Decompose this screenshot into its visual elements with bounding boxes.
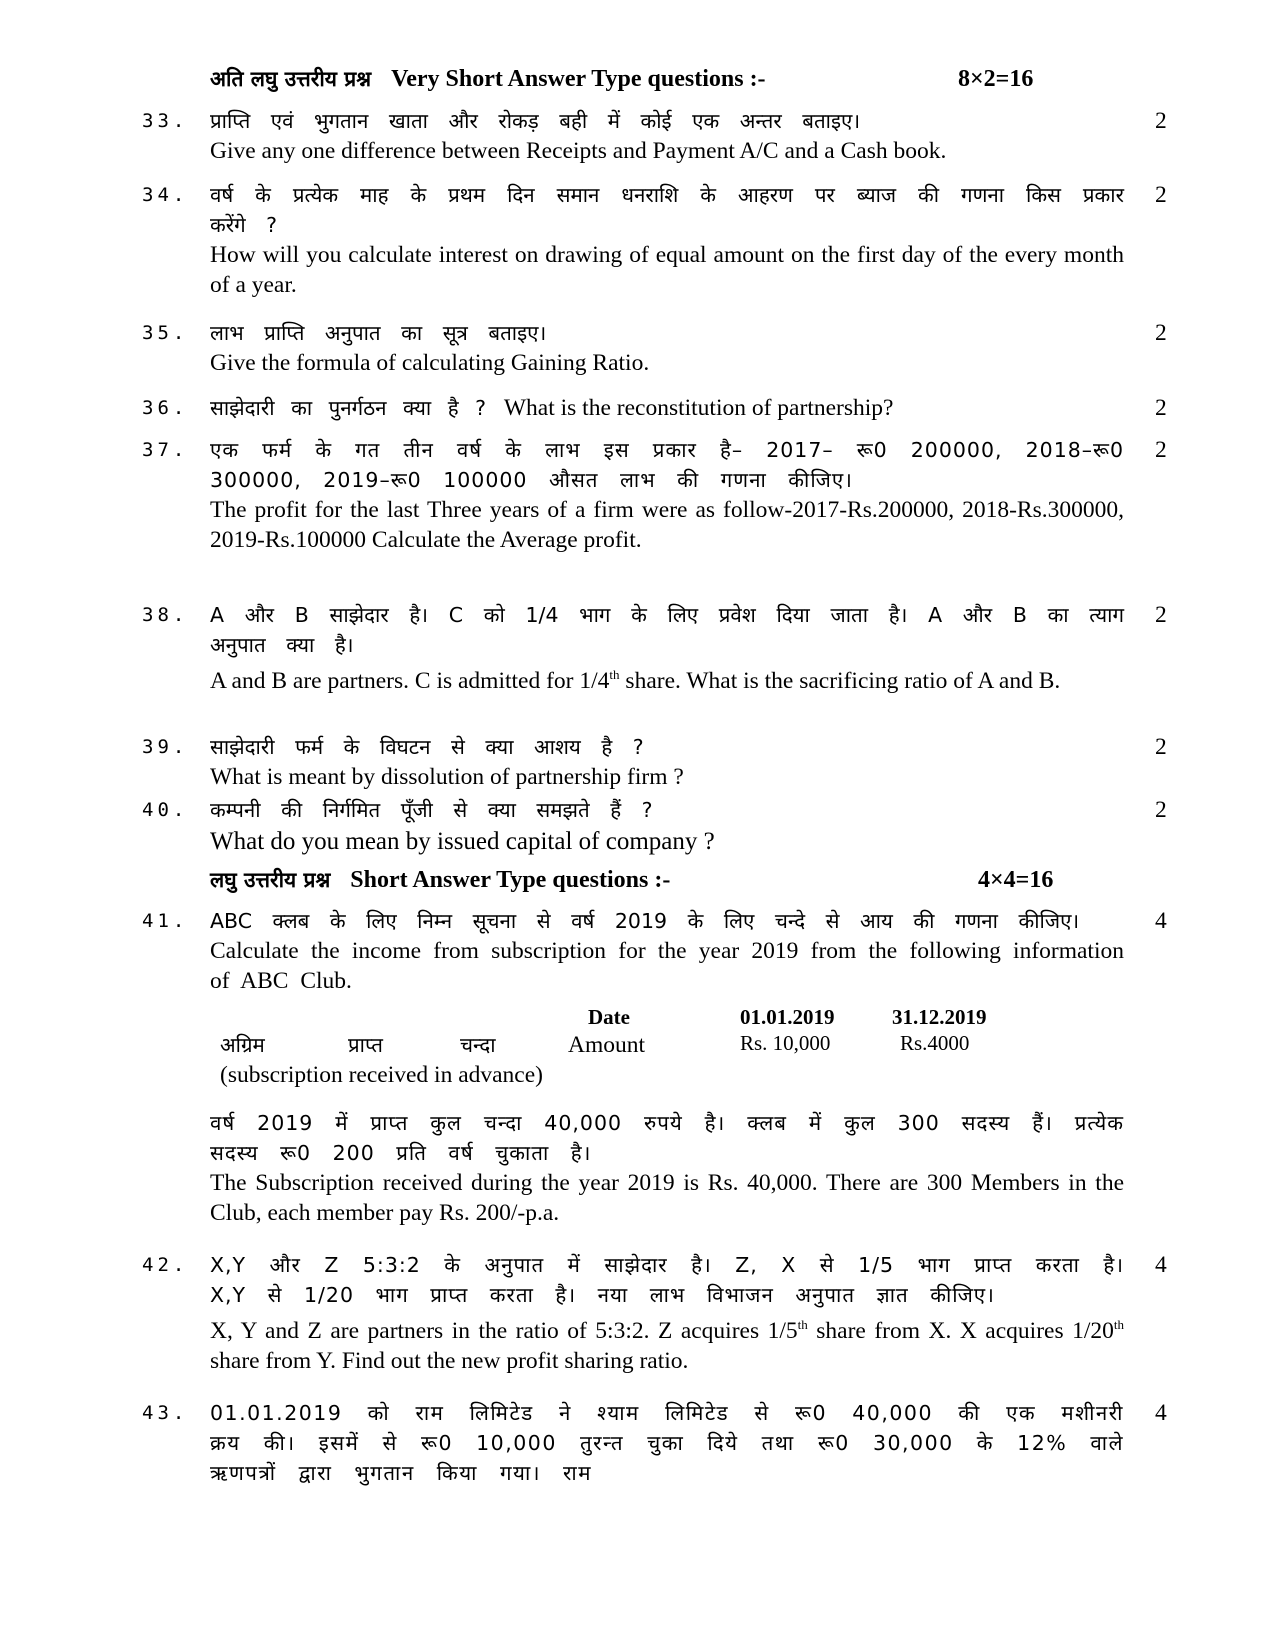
question-text-english: What do you mean by issued capital of company ?	[210, 828, 715, 855]
question-number: 35.	[142, 322, 189, 344]
question-text-english: Calculate the income from subscription for the year 2019 from the following information of ABC Club.	[210, 938, 1124, 994]
table-row-label-hindi-3: चन्दा	[460, 1033, 496, 1057]
section-heading-very-short	[210, 62, 1110, 96]
question-text-hindi: ABC क्लब के लिए निम्न सूचना से वर्ष 2019 के लिए चन्दे से आय की गणना कीजिए।	[210, 909, 1080, 933]
question-marks: 2	[1155, 108, 1167, 134]
section-marks: 4×4=16	[978, 867, 1054, 893]
question-text-english: A and B are partners. C is admitted for 1/4th share. What is the sacrificing ratio of A and B.	[210, 667, 1061, 694]
question-text-hindi: 01.01.2019 को राम लिमिटेड ने श्याम लिमिटेड से रू0 40,000 की एक मशीनरी क्रय की। इसमें से रू0 10,000 तुरन्त चुका दिये तथा रू0 30,000 के 12% वाले ऋणपत्रों द्वारा भुगतान किया गया। राम	[210, 1401, 1124, 1485]
table-header-date: Date	[588, 1005, 630, 1029]
question-marks: 2	[1155, 734, 1167, 760]
table-row-amount-label: Amount	[568, 1032, 646, 1058]
question-38	[142, 600, 1172, 696]
question-number: 37.	[142, 439, 189, 461]
question-text-hindi: प्राप्ति एवं भुगतान खाता और रोकड़ बही में कोई एक अन्तर बताइए।	[210, 109, 861, 133]
table-cell-col1: Rs. 10,000	[740, 1031, 831, 1055]
question-marks: 4	[1155, 908, 1167, 934]
question-text-hindi-2: वर्ष 2019 में प्राप्त कुल चन्दा 40,000 रुपये है। क्लब में कुल 300 सदस्य हैं। प्रत्येक सदस्य रू0 200 प्रति वर्ष चुकाता है।	[210, 1111, 1124, 1165]
section-heading-english: Very Short Answer Type questions :-	[391, 66, 766, 92]
question-marks: 4	[1155, 1252, 1167, 1278]
question-marks: 2	[1155, 395, 1167, 421]
question-text-english: X, Y and Z are partners in the ratio of 5:3:2. Z acquires 1/5th share from X. X acquires 1/20th share from Y. Find out the new profit sharing ratio.	[210, 1317, 1125, 1374]
question-text-hindi: साझेदारी फर्म के विघटन से क्या आशय है ?	[210, 735, 644, 759]
question-text-hindi: X,Y और Z 5:3:2 के अनुपात में साझेदार है। Z, X से 1/5 भाग प्राप्त करता है। X,Y से 1/20 भाग प्राप्त करता है। नया लाभ विभाजन अनुपात ज्ञात कीजिए।	[210, 1253, 1124, 1307]
table-header-col2: 31.12.2019	[892, 1005, 987, 1029]
question-number: 39.	[142, 736, 189, 758]
question-text-english-2: The Subscription received during the year 2019 is Rs. 40,000. There are 300 Members in the Club, each member pay Rs. 200/-p.a.	[210, 1170, 1124, 1226]
question-number: 33.	[142, 110, 189, 132]
table-row-label-hindi-1: अग्रिम	[220, 1033, 265, 1057]
section-heading-english: Short Answer Type questions :-	[350, 867, 671, 893]
question-marks: 2	[1155, 797, 1167, 823]
question-34	[142, 180, 1172, 300]
section-heading-hindi: अति लघु उत्तरीय प्रश्न	[210, 67, 372, 91]
question-text-hindi: वर्ष के प्रत्येक माह के प्रथम दिन समान धनराशि के आहरण पर ब्याज की गणना किस प्रकार करेंगे ?	[210, 183, 1124, 237]
section-heading-hindi: लघु उत्तरीय प्रश्न	[210, 868, 331, 892]
question-number: 43.	[142, 1402, 189, 1424]
question-number: 38.	[142, 604, 189, 626]
question-42	[142, 1250, 1172, 1376]
question-number: 34.	[142, 184, 189, 206]
question-39	[142, 732, 1172, 792]
subscription-table	[210, 1002, 1124, 1098]
question-text-hindi: लाभ प्राप्ति अनुपात का सूत्र बताइए।	[210, 321, 547, 345]
question-marks: 2	[1155, 602, 1167, 628]
question-43	[142, 1398, 1172, 1488]
section-marks: 8×2=16	[958, 66, 1034, 92]
question-number: 42.	[142, 1254, 189, 1276]
question-text-english: The profit for the last Three years of a firm were as follow-2017-Rs.200000, 2018-Rs.300000, 2019-Rs.100000 Calculate the Average profit.	[210, 497, 1124, 553]
question-text-hindi: साझेदारी का पुनर्गठन क्या है ?	[210, 396, 486, 420]
question-number: 41.	[142, 910, 189, 932]
question-33	[142, 106, 1172, 166]
question-marks: 4	[1155, 1400, 1167, 1426]
question-marks: 2	[1155, 182, 1167, 208]
question-37	[142, 435, 1172, 555]
question-40	[142, 795, 1172, 859]
question-marks: 2	[1155, 320, 1167, 346]
question-41	[142, 906, 1172, 1228]
question-text-english: What is meant by dissolution of partnership firm ?	[210, 764, 684, 790]
question-number: 40.	[142, 799, 189, 821]
question-36	[142, 393, 1172, 423]
question-text-hindi: कम्पनी की निर्गमित पूँजी से क्या समझते हैं ?	[210, 798, 653, 822]
table-row-label-english: (subscription received in advance)	[220, 1062, 543, 1088]
question-text-hindi: A और B साझेदार है। C को 1/4 भाग के लिए प्रवेश दिया जाता है। A और B का त्याग अनुपात क्या है।	[210, 603, 1124, 657]
question-text-english: Give the formula of calculating Gaining Ratio.	[210, 350, 650, 376]
question-text-english: How will you calculate interest on drawing of equal amount on the first day of the every month of a year.	[210, 242, 1124, 298]
question-text-english: Give any one difference between Receipts and Payment A/C and a Cash book.	[210, 138, 947, 164]
table-cell-col2: Rs.4000	[900, 1031, 970, 1055]
question-35	[142, 318, 1172, 378]
table-header-col1: 01.01.2019	[740, 1005, 835, 1029]
question-text-hindi: एक फर्म के गत तीन वर्ष के लाभ इस प्रकार है– 2017– रू0 200000, 2018–रू0 300000, 2019–रू0 100000 औसत लाभ की गणना कीजिए।	[210, 438, 1124, 492]
question-text-english: What is the reconstitution of partnership?	[503, 395, 894, 421]
table-row-label-hindi-2: प्राप्त	[348, 1033, 383, 1057]
question-number: 36.	[142, 397, 189, 419]
question-marks: 2	[1155, 437, 1167, 463]
section-heading-short	[210, 863, 1110, 897]
